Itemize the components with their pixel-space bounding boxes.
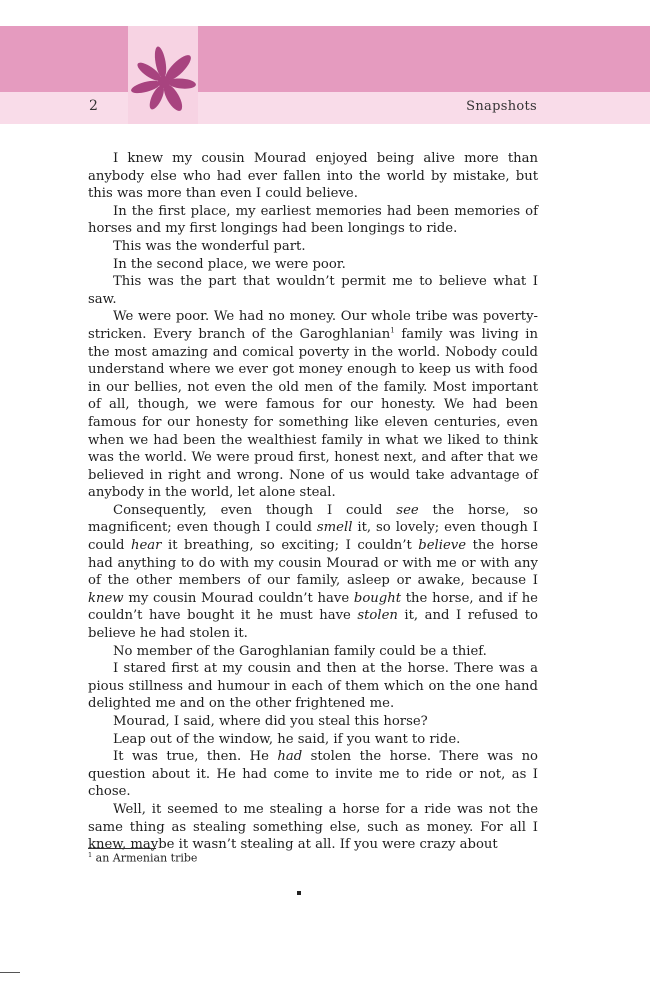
text-run: We were poor. We had no money. Our whole tribe was poverty-stricken. Every branch of the Garoghlanian bbox=[88, 309, 538, 342]
emphasis: smell bbox=[316, 520, 353, 536]
emphasis: bought bbox=[353, 590, 401, 606]
body-text bbox=[88, 150, 538, 854]
paragraph bbox=[88, 308, 538, 502]
paragraph: In the second place, we were poor. bbox=[113, 256, 346, 272]
text-run: stolen the horse. There was no question about it. He had come to invite me to ride or not, as I chose. bbox=[88, 749, 538, 800]
text-run: it, so lovely; even though I could bbox=[88, 520, 538, 554]
footnote-rule bbox=[88, 848, 156, 849]
text-run: the horse had anything to do with my cousin Mourad or with me or with any of the other members of our family, asleep or awake, because I bbox=[88, 538, 538, 589]
text-run: it breathing, so exciting; I couldn’t bbox=[161, 538, 419, 554]
paragraph: Well, it seemed to me stealing a horse for a ride was not the same thing as stealing something else, such as money. For all I knew, maybe it wasn’t stealing at all. If you were crazy about bbox=[88, 801, 538, 853]
flower-icon bbox=[128, 26, 198, 124]
text-run: the horse, and if he couldn’t have bought it he must have bbox=[88, 590, 538, 624]
text-run: family was living in the most amazing and comical poverty in the world. Nobody could understand where we ever got money enough to keep us with food in our bellies, not even the old men of the family. Most important of all, though, we were famous for our honesty. We had been famous for our honesty for something like eleven centuries, even when we had been the wealthiest family in what we liked to think was the world. We were proud first, honest next, and after that we believed in right and wrong. None of us would take advantage of anybody in the world, let alone steal. bbox=[88, 326, 538, 501]
footnote-text: an Armenian tribe bbox=[92, 851, 198, 865]
page-dot bbox=[297, 891, 301, 895]
text-run: the horse, so magnificent; even though I could bbox=[88, 502, 538, 536]
footnote-marker: 1 bbox=[88, 851, 93, 859]
emphasis: believe bbox=[418, 538, 467, 554]
emphasis: knew bbox=[88, 590, 124, 606]
page-number: 2 bbox=[89, 98, 98, 114]
paragraph bbox=[88, 748, 538, 801]
text-run: it, and I refused to believe he had stolen it. bbox=[88, 608, 538, 642]
header-emblem bbox=[128, 26, 198, 124]
paragraph: No member of the Garoghlanian family could be a thief. bbox=[113, 643, 487, 659]
emphasis: hear bbox=[131, 538, 162, 554]
paragraph: Mourad, I said, where did you steal this horse? bbox=[113, 714, 428, 729]
text-run: my cousin Mourad couldn’t have bbox=[123, 590, 354, 606]
paragraph: This was the wonderful part. bbox=[113, 238, 306, 254]
paragraph: Leap out of the window, he said, if you want to ride. bbox=[113, 731, 461, 747]
footnote bbox=[88, 851, 197, 865]
text-run: Consequently, even though I could bbox=[113, 502, 397, 518]
running-head: Snapshots bbox=[466, 99, 537, 114]
text-run: It was true, then. He bbox=[113, 749, 278, 765]
paragraph: This was the part that wouldn’t permit me to believe what I saw. bbox=[88, 274, 538, 307]
paragraph: In the first place, my earliest memories had been memories of horses and my first longings had been longings to ride. bbox=[88, 203, 538, 237]
emphasis: had bbox=[277, 749, 303, 765]
paragraph bbox=[88, 502, 538, 643]
paragraph: I stared first at my cousin and then at the horse. There was a pious stillness and humour in each of them which on the one hand delighted me and on the other frightened me. bbox=[88, 661, 538, 712]
emphasis: see bbox=[396, 502, 419, 518]
paragraph: I knew my cousin Mourad enjoyed being alive more than anybody else who had ever fallen into the world by mistake, but this was more than even I could believe. bbox=[88, 151, 538, 202]
footnote-marker: 1 bbox=[390, 326, 395, 335]
corner-mark bbox=[0, 972, 20, 973]
emphasis: stolen bbox=[357, 608, 398, 624]
header-band bbox=[0, 26, 650, 92]
